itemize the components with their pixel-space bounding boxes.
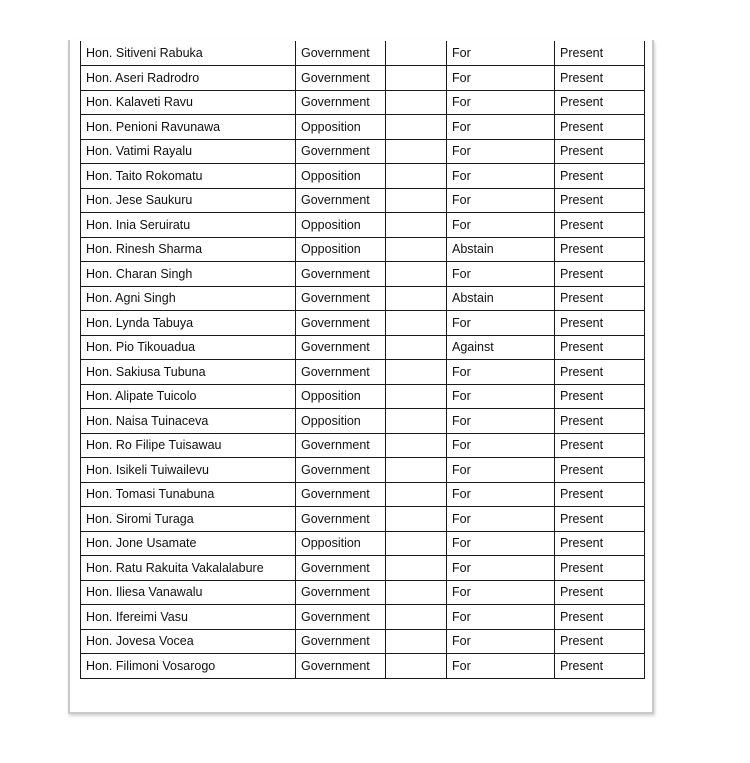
vote-cell: Abstain (447, 237, 555, 262)
party-cell: Government (296, 262, 386, 287)
vote-cell: For (447, 115, 555, 140)
vote-cell: Against (447, 335, 555, 360)
member-name-cell: Hon. Taito Rokomatu (81, 164, 296, 189)
blank-cell (386, 360, 447, 385)
vote-cell: For (447, 164, 555, 189)
vote-cell: For (447, 580, 555, 605)
member-name-cell: Hon. Filimoni Vosarogo (81, 654, 296, 679)
table-row (81, 556, 645, 581)
party-cell: Opposition (296, 115, 386, 140)
vote-cell: For (447, 360, 555, 385)
vote-cell: For (447, 433, 555, 458)
vote-cell: For (447, 139, 555, 164)
table-row (81, 605, 645, 630)
party-cell: Government (296, 605, 386, 630)
attendance-cell: Present (555, 311, 645, 336)
vote-cell: Abstain (447, 286, 555, 311)
blank-cell (386, 311, 447, 336)
party-cell: Government (296, 188, 386, 213)
member-name-cell: Hon. Jone Usamate (81, 531, 296, 556)
party-cell: Government (296, 311, 386, 336)
member-name-cell: Hon. Naisa Tuinaceva (81, 409, 296, 434)
table-row (81, 629, 645, 654)
blank-cell (386, 237, 447, 262)
member-name-cell: Hon. Vatimi Rayalu (81, 139, 296, 164)
member-name-cell: Hon. Ratu Rakuita Vakalalabure (81, 556, 296, 581)
member-name-cell: Hon. Lynda Tabuya (81, 311, 296, 336)
blank-cell (386, 409, 447, 434)
vote-cell: For (447, 384, 555, 409)
vote-cell: For (447, 556, 555, 581)
party-cell: Opposition (296, 409, 386, 434)
attendance-cell: Present (555, 188, 645, 213)
party-cell: Government (296, 556, 386, 581)
blank-cell (386, 384, 447, 409)
table-row (81, 188, 645, 213)
attendance-cell: Present (555, 531, 645, 556)
table-row (81, 213, 645, 238)
blank-cell (386, 580, 447, 605)
party-cell: Government (296, 66, 386, 91)
party-cell: Opposition (296, 384, 386, 409)
party-cell: Government (296, 433, 386, 458)
member-name-cell: Hon. Siromi Turaga (81, 507, 296, 532)
member-name-cell: Hon. Ifereimi Vasu (81, 605, 296, 630)
table-row (81, 531, 645, 556)
attendance-cell: Present (555, 213, 645, 238)
attendance-cell: Present (555, 90, 645, 115)
member-name-cell: Hon. Pio Tikouadua (81, 335, 296, 360)
member-name-cell: Hon. Tomasi Tunabuna (81, 482, 296, 507)
table-row (81, 237, 645, 262)
attendance-cell: Present (555, 580, 645, 605)
table-row (81, 409, 645, 434)
blank-cell (386, 286, 447, 311)
blank-cell (386, 335, 447, 360)
party-cell: Opposition (296, 237, 386, 262)
member-name-cell: Hon. Ro Filipe Tuisawau (81, 433, 296, 458)
blank-cell (386, 458, 447, 483)
blank-cell (386, 41, 447, 66)
blank-cell (386, 433, 447, 458)
blank-cell (386, 164, 447, 189)
member-name-cell: Hon. Alipate Tuicolo (81, 384, 296, 409)
member-name-cell: Hon. Charan Singh (81, 262, 296, 287)
attendance-cell: Present (555, 335, 645, 360)
member-name-cell: Hon. Inia Seruiratu (81, 213, 296, 238)
attendance-cell: Present (555, 115, 645, 140)
table-row (81, 384, 645, 409)
blank-cell (386, 139, 447, 164)
attendance-cell: Present (555, 556, 645, 581)
party-cell: Government (296, 360, 386, 385)
vote-record-body (81, 41, 645, 678)
blank-cell (386, 90, 447, 115)
vote-cell: For (447, 311, 555, 336)
vote-cell: For (447, 262, 555, 287)
table-row (81, 580, 645, 605)
table-row (81, 41, 645, 66)
vote-cell: For (447, 458, 555, 483)
blank-cell (386, 507, 447, 532)
party-cell: Government (296, 286, 386, 311)
blank-cell (386, 188, 447, 213)
vote-cell: For (447, 41, 555, 66)
member-name-cell: Hon. Rinesh Sharma (81, 237, 296, 262)
vote-record-table (80, 41, 645, 679)
vote-cell: For (447, 531, 555, 556)
attendance-cell: Present (555, 409, 645, 434)
blank-cell (386, 654, 447, 679)
party-cell: Opposition (296, 164, 386, 189)
member-name-cell: Hon. Agni Singh (81, 286, 296, 311)
member-name-cell: Hon. Isikeli Tuiwailevu (81, 458, 296, 483)
member-name-cell: Hon. Aseri Radrodro (81, 66, 296, 91)
member-name-cell: Hon. Jese Saukuru (81, 188, 296, 213)
attendance-cell: Present (555, 433, 645, 458)
attendance-cell: Present (555, 629, 645, 654)
attendance-cell: Present (555, 41, 645, 66)
blank-cell (386, 556, 447, 581)
party-cell: Government (296, 41, 386, 66)
table-row (81, 654, 645, 679)
blank-cell (386, 482, 447, 507)
party-cell: Government (296, 458, 386, 483)
attendance-cell: Present (555, 384, 645, 409)
member-name-cell: Hon. Kalaveti Ravu (81, 90, 296, 115)
vote-cell: For (447, 654, 555, 679)
blank-cell (386, 531, 447, 556)
party-cell: Government (296, 139, 386, 164)
vote-cell: For (447, 629, 555, 654)
party-cell: Government (296, 90, 386, 115)
blank-cell (386, 66, 447, 91)
attendance-cell: Present (555, 237, 645, 262)
attendance-cell: Present (555, 66, 645, 91)
attendance-cell: Present (555, 139, 645, 164)
attendance-cell: Present (555, 654, 645, 679)
blank-cell (386, 605, 447, 630)
table-row (81, 335, 645, 360)
blank-cell (386, 629, 447, 654)
vote-cell: For (447, 605, 555, 630)
attendance-cell: Present (555, 458, 645, 483)
table-row (81, 164, 645, 189)
attendance-cell: Present (555, 482, 645, 507)
vote-cell: For (447, 482, 555, 507)
table-row (81, 90, 645, 115)
table-row (81, 286, 645, 311)
table-row (81, 66, 645, 91)
member-name-cell: Hon. Jovesa Vocea (81, 629, 296, 654)
vote-cell: For (447, 409, 555, 434)
attendance-cell: Present (555, 286, 645, 311)
member-name-cell: Hon. Sakiusa Tubuna (81, 360, 296, 385)
party-cell: Government (296, 580, 386, 605)
vote-cell: For (447, 507, 555, 532)
vote-cell: For (447, 188, 555, 213)
member-name-cell: Hon. Sitiveni Rabuka (81, 41, 296, 66)
table-row (81, 139, 645, 164)
party-cell: Government (296, 507, 386, 532)
member-name-cell: Hon. Penioni Ravunawa (81, 115, 296, 140)
attendance-cell: Present (555, 605, 645, 630)
blank-cell (386, 115, 447, 140)
party-cell: Opposition (296, 213, 386, 238)
vote-cell: For (447, 90, 555, 115)
party-cell: Government (296, 482, 386, 507)
blank-cell (386, 213, 447, 238)
table-row (81, 115, 645, 140)
party-cell: Opposition (296, 531, 386, 556)
vote-cell: For (447, 66, 555, 91)
party-cell: Government (296, 335, 386, 360)
party-cell: Government (296, 629, 386, 654)
attendance-cell: Present (555, 360, 645, 385)
party-cell: Government (296, 654, 386, 679)
table-row (81, 311, 645, 336)
table-row (81, 507, 645, 532)
table-row (81, 433, 645, 458)
table-row (81, 360, 645, 385)
table-row (81, 458, 645, 483)
vote-cell: For (447, 213, 555, 238)
blank-cell (386, 262, 447, 287)
attendance-cell: Present (555, 262, 645, 287)
table-row (81, 262, 645, 287)
attendance-cell: Present (555, 164, 645, 189)
attendance-cell: Present (555, 507, 645, 532)
member-name-cell: Hon. Iliesa Vanawalu (81, 580, 296, 605)
table-row (81, 482, 645, 507)
